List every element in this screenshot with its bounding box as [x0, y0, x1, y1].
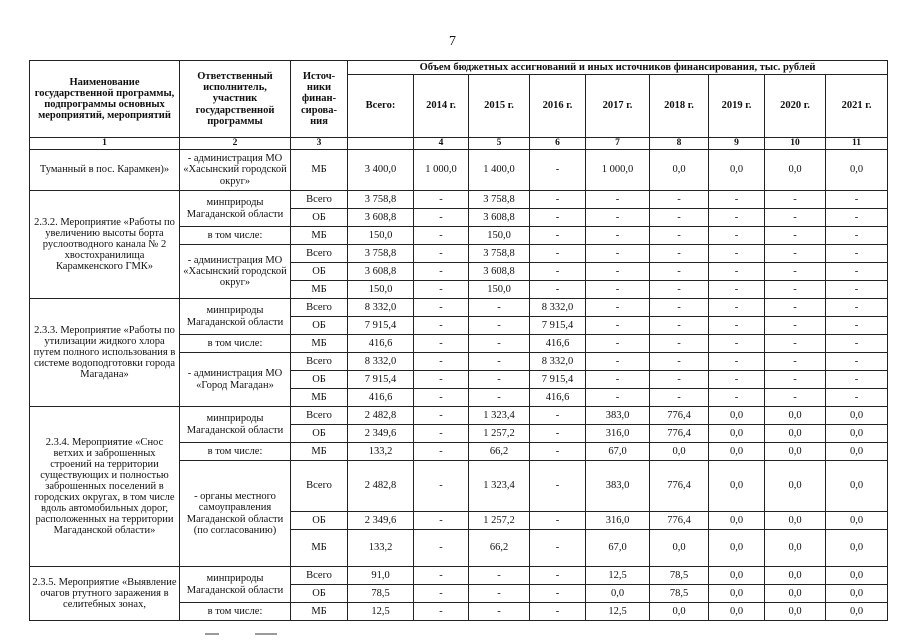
amount-cell: 2 349,6 — [348, 425, 414, 443]
funding-source: ОБ — [291, 512, 348, 530]
amount-cell: - — [650, 299, 709, 317]
amount-cell: - — [414, 335, 469, 353]
header-year: 2016 г. — [530, 75, 586, 138]
amount-cell: 0,0 — [709, 567, 765, 585]
amount-cell: - — [586, 353, 650, 371]
column-number: 10 — [765, 138, 826, 150]
amount-cell: - — [826, 263, 888, 281]
amount-cell: - — [650, 353, 709, 371]
amount-cell: 7 915,4 — [530, 371, 586, 389]
amount-cell: - — [586, 299, 650, 317]
amount-cell: - — [586, 227, 650, 245]
amount-cell: 3 758,8 — [348, 191, 414, 209]
amount-cell: 776,4 — [650, 407, 709, 425]
amount-cell: - — [826, 227, 888, 245]
amount-cell: - — [586, 191, 650, 209]
amount-cell: - — [765, 353, 826, 371]
amount-cell: - — [650, 371, 709, 389]
amount-cell: 0,0 — [765, 512, 826, 530]
amount-cell: 3 758,8 — [469, 245, 530, 263]
amount-cell: 7 915,4 — [530, 317, 586, 335]
amount-cell: 67,0 — [586, 530, 650, 567]
funding-source: ОБ — [291, 371, 348, 389]
amount-cell: 2 482,8 — [348, 461, 414, 512]
amount-cell: - — [765, 263, 826, 281]
amount-cell: 3 608,8 — [469, 209, 530, 227]
amount-cell: - — [469, 353, 530, 371]
amount-cell: - — [709, 281, 765, 299]
amount-cell: - — [414, 407, 469, 425]
amount-cell: 78,5 — [650, 585, 709, 603]
amount-cell: - — [709, 299, 765, 317]
amount-cell: 383,0 — [586, 461, 650, 512]
funding-source: ОБ — [291, 209, 348, 227]
amount-cell: 1 400,0 — [469, 150, 530, 191]
amount-cell: 776,4 — [650, 512, 709, 530]
amount-cell: 0,0 — [765, 567, 826, 585]
responsible-executor: - администрация МО «Хасынский городской округ» — [180, 150, 291, 191]
amount-cell: 0,0 — [826, 407, 888, 425]
amount-cell: 316,0 — [586, 512, 650, 530]
funding-source: Всего — [291, 353, 348, 371]
funding-source: Всего — [291, 461, 348, 512]
amount-cell: 0,0 — [765, 530, 826, 567]
amount-cell: - — [586, 209, 650, 227]
amount-cell: - — [709, 227, 765, 245]
funding-source: ОБ — [291, 317, 348, 335]
amount-cell: 0,0 — [826, 512, 888, 530]
amount-cell: - — [414, 585, 469, 603]
amount-cell: 7 915,4 — [348, 371, 414, 389]
funding-source: МБ — [291, 530, 348, 567]
column-number: 9 — [709, 138, 765, 150]
amount-cell: - — [469, 389, 530, 407]
header-year: 2019 г. — [709, 75, 765, 138]
amount-cell: - — [586, 281, 650, 299]
amount-cell: 133,2 — [348, 443, 414, 461]
amount-cell: - — [414, 389, 469, 407]
amount-cell: - — [414, 425, 469, 443]
funding-source: Всего — [291, 245, 348, 263]
amount-cell: 150,0 — [469, 281, 530, 299]
scan-mark — [255, 633, 277, 635]
amount-cell: 0,0 — [650, 443, 709, 461]
amount-cell: - — [826, 317, 888, 335]
amount-cell: - — [530, 281, 586, 299]
amount-cell: 0,0 — [586, 585, 650, 603]
amount-cell: - — [414, 461, 469, 512]
amount-cell: - — [709, 335, 765, 353]
amount-cell: - — [826, 353, 888, 371]
amount-cell: 0,0 — [650, 150, 709, 191]
amount-cell: 416,6 — [348, 389, 414, 407]
amount-cell: 1 257,2 — [469, 512, 530, 530]
amount-cell: 1 257,2 — [469, 425, 530, 443]
table-row — [30, 407, 888, 425]
amount-cell: - — [414, 603, 469, 621]
amount-cell: 0,0 — [709, 512, 765, 530]
amount-cell: 3 758,8 — [348, 245, 414, 263]
amount-cell: 1 000,0 — [586, 150, 650, 191]
table-row — [30, 567, 888, 585]
amount-cell: 0,0 — [765, 407, 826, 425]
amount-cell: - — [765, 227, 826, 245]
amount-cell: - — [826, 371, 888, 389]
amount-cell: 12,5 — [586, 567, 650, 585]
amount-cell: - — [826, 335, 888, 353]
header-year: 2018 г. — [650, 75, 709, 138]
funding-source: Всего — [291, 407, 348, 425]
header-year: Всего: — [348, 75, 414, 138]
amount-cell: - — [530, 443, 586, 461]
amount-cell: 416,6 — [530, 335, 586, 353]
amount-cell: 3 608,8 — [348, 209, 414, 227]
amount-cell: - — [414, 263, 469, 281]
amount-cell: 0,0 — [765, 425, 826, 443]
funding-source: ОБ — [291, 263, 348, 281]
column-number: 6 — [530, 138, 586, 150]
amount-cell: - — [414, 245, 469, 263]
amount-cell: - — [586, 389, 650, 407]
amount-cell: - — [414, 567, 469, 585]
amount-cell: - — [469, 567, 530, 585]
amount-cell: - — [530, 425, 586, 443]
amount-cell: 776,4 — [650, 425, 709, 443]
header-year: 2014 г. — [414, 75, 469, 138]
amount-cell: 0,0 — [709, 530, 765, 567]
amount-cell: - — [530, 603, 586, 621]
amount-cell: - — [650, 317, 709, 335]
header-group: Объем бюджетных ассигнований и иных источников финансирования, тыс. рублей — [348, 61, 888, 75]
amount-cell: - — [530, 512, 586, 530]
amount-cell: 2 482,8 — [348, 407, 414, 425]
amount-cell: 0,0 — [826, 150, 888, 191]
header-year: 2017 г. — [586, 75, 650, 138]
amount-cell: 0,0 — [826, 461, 888, 512]
amount-cell: - — [469, 335, 530, 353]
activity-name: Туманный в пос. Карамкен)» — [30, 150, 180, 191]
amount-cell: 0,0 — [765, 461, 826, 512]
header-responsible: Ответственный исполнитель, участник государственной программы — [180, 61, 291, 138]
amount-cell: - — [530, 227, 586, 245]
amount-cell: - — [765, 389, 826, 407]
responsible-executor: минприроды Магаданской области — [180, 299, 291, 335]
amount-cell: - — [530, 191, 586, 209]
responsible-executor: - администрация МО «Город Магадан» — [180, 353, 291, 407]
amount-cell: - — [765, 209, 826, 227]
amount-cell: 0,0 — [826, 567, 888, 585]
activity-name: 2.3.3. Мероприятие «Работы по утилизации жидкого хлора путем полного использования в системе водоподготовки города Магадана» — [30, 299, 180, 407]
responsible-executor: в том числе: — [180, 443, 291, 461]
amount-cell: - — [650, 191, 709, 209]
funding-source: ОБ — [291, 425, 348, 443]
amount-cell: - — [650, 245, 709, 263]
amount-cell: - — [414, 281, 469, 299]
responsible-executor: - администрация МО «Хасынский городской округ» — [180, 245, 291, 299]
header-year: 2015 г. — [469, 75, 530, 138]
amount-cell: 3 608,8 — [469, 263, 530, 281]
amount-cell: 0,0 — [765, 603, 826, 621]
amount-cell: - — [650, 263, 709, 281]
header-year: 2020 г. — [765, 75, 826, 138]
funding-source: Всего — [291, 191, 348, 209]
amount-cell: - — [414, 299, 469, 317]
amount-cell: 0,0 — [765, 585, 826, 603]
amount-cell: - — [414, 227, 469, 245]
responsible-executor: в том числе: — [180, 335, 291, 353]
responsible-executor: в том числе: — [180, 227, 291, 245]
amount-cell: 0,0 — [826, 603, 888, 621]
amount-cell: 0,0 — [765, 443, 826, 461]
responsible-executor: минприроды Магаданской области — [180, 567, 291, 603]
amount-cell: - — [826, 281, 888, 299]
amount-cell: - — [414, 191, 469, 209]
amount-cell: - — [469, 371, 530, 389]
amount-cell: 12,5 — [348, 603, 414, 621]
amount-cell: - — [530, 407, 586, 425]
amount-cell: - — [586, 245, 650, 263]
amount-cell: 2 349,6 — [348, 512, 414, 530]
responsible-executor: - органы местного самоуправления Магаданской области (по согласованию) — [180, 461, 291, 567]
amount-cell: - — [826, 209, 888, 227]
column-number: 2 — [180, 138, 291, 150]
column-number: 11 — [826, 138, 888, 150]
amount-cell: - — [530, 150, 586, 191]
table-row — [30, 299, 888, 317]
amount-cell: 776,4 — [650, 461, 709, 512]
amount-cell: - — [414, 443, 469, 461]
amount-cell: 91,0 — [348, 567, 414, 585]
amount-cell: - — [586, 317, 650, 335]
amount-cell: - — [530, 245, 586, 263]
amount-cell: - — [765, 299, 826, 317]
column-number: 4 — [414, 138, 469, 150]
amount-cell: - — [530, 209, 586, 227]
amount-cell: 8 332,0 — [530, 299, 586, 317]
header-year: 2021 г. — [826, 75, 888, 138]
amount-cell: - — [826, 191, 888, 209]
amount-cell: - — [765, 317, 826, 335]
amount-cell: - — [414, 530, 469, 567]
amount-cell: 150,0 — [348, 281, 414, 299]
funding-source: МБ — [291, 443, 348, 461]
header-source: Источ-ники финан-сирова-ния — [291, 61, 348, 138]
table-row — [30, 150, 888, 191]
amount-cell: 416,6 — [530, 389, 586, 407]
amount-cell: 0,0 — [709, 425, 765, 443]
amount-cell: 150,0 — [348, 227, 414, 245]
amount-cell: - — [414, 353, 469, 371]
amount-cell: - — [709, 317, 765, 335]
amount-cell: - — [586, 371, 650, 389]
amount-cell: 8 332,0 — [348, 353, 414, 371]
amount-cell: - — [826, 299, 888, 317]
amount-cell: - — [765, 191, 826, 209]
amount-cell: 0,0 — [709, 150, 765, 191]
responsible-executor: в том числе: — [180, 603, 291, 621]
amount-cell: 3 608,8 — [348, 263, 414, 281]
amount-cell: - — [469, 585, 530, 603]
amount-cell: 150,0 — [469, 227, 530, 245]
amount-cell: - — [709, 191, 765, 209]
amount-cell: - — [469, 317, 530, 335]
amount-cell: - — [414, 512, 469, 530]
page-number: 7 — [449, 34, 456, 49]
scan-mark — [205, 633, 219, 635]
amount-cell: 416,6 — [348, 335, 414, 353]
amount-cell: - — [709, 389, 765, 407]
amount-cell: - — [530, 567, 586, 585]
amount-cell: 1 323,4 — [469, 407, 530, 425]
amount-cell: 12,5 — [586, 603, 650, 621]
amount-cell: 0,0 — [650, 530, 709, 567]
amount-cell: - — [530, 461, 586, 512]
amount-cell: 0,0 — [826, 443, 888, 461]
amount-cell: 1 000,0 — [414, 150, 469, 191]
amount-cell: 66,2 — [469, 443, 530, 461]
table-row — [30, 191, 888, 209]
amount-cell: - — [414, 371, 469, 389]
amount-cell: - — [709, 263, 765, 281]
funding-source: МБ — [291, 227, 348, 245]
amount-cell: - — [765, 371, 826, 389]
amount-cell: 0,0 — [709, 585, 765, 603]
header-name: Наименование государственной программы, подпрограммы основных мероприятий, мероприятий — [30, 61, 180, 138]
amount-cell: 0,0 — [709, 603, 765, 621]
amount-cell: - — [650, 389, 709, 407]
amount-cell: - — [530, 263, 586, 281]
amount-cell: - — [709, 209, 765, 227]
responsible-executor: минприроды Магаданской области — [180, 191, 291, 227]
amount-cell: - — [469, 603, 530, 621]
amount-cell: 0,0 — [765, 150, 826, 191]
column-number: 8 — [650, 138, 709, 150]
amount-cell: - — [709, 353, 765, 371]
amount-cell: - — [586, 335, 650, 353]
column-number: 5 — [469, 138, 530, 150]
column-number: 3 — [291, 138, 348, 150]
funding-source: МБ — [291, 281, 348, 299]
amount-cell: - — [826, 389, 888, 407]
amount-cell: 133,2 — [348, 530, 414, 567]
amount-cell: 78,5 — [650, 567, 709, 585]
amount-cell: 1 323,4 — [469, 461, 530, 512]
amount-cell: - — [709, 371, 765, 389]
budget-table — [29, 60, 888, 621]
amount-cell: 316,0 — [586, 425, 650, 443]
amount-cell: 66,2 — [469, 530, 530, 567]
amount-cell: - — [650, 227, 709, 245]
funding-source: ОБ — [291, 585, 348, 603]
amount-cell: 0,0 — [826, 585, 888, 603]
funding-source: МБ — [291, 150, 348, 191]
amount-cell: 3 758,8 — [469, 191, 530, 209]
amount-cell: - — [826, 245, 888, 263]
amount-cell: 78,5 — [348, 585, 414, 603]
amount-cell: - — [650, 335, 709, 353]
amount-cell: 0,0 — [650, 603, 709, 621]
amount-cell: - — [650, 281, 709, 299]
amount-cell: - — [765, 335, 826, 353]
amount-cell: 7 915,4 — [348, 317, 414, 335]
responsible-executor: минприроды Магаданской области — [180, 407, 291, 443]
amount-cell: - — [650, 209, 709, 227]
amount-cell: - — [414, 317, 469, 335]
funding-source: Всего — [291, 567, 348, 585]
funding-source: МБ — [291, 389, 348, 407]
amount-cell: 3 400,0 — [348, 150, 414, 191]
amount-cell: 8 332,0 — [348, 299, 414, 317]
amount-cell: 0,0 — [709, 443, 765, 461]
funding-source: Всего — [291, 299, 348, 317]
amount-cell: - — [414, 209, 469, 227]
amount-cell: - — [765, 245, 826, 263]
amount-cell: 0,0 — [826, 530, 888, 567]
amount-cell: - — [469, 299, 530, 317]
amount-cell: - — [586, 263, 650, 281]
funding-source: МБ — [291, 335, 348, 353]
column-number: 1 — [30, 138, 180, 150]
amount-cell: 0,0 — [826, 425, 888, 443]
amount-cell: 8 332,0 — [530, 353, 586, 371]
amount-cell: - — [530, 585, 586, 603]
amount-cell: 383,0 — [586, 407, 650, 425]
amount-cell: - — [530, 530, 586, 567]
activity-name: 2.3.2. Мероприятие «Работы по увеличению высоты борта руслоотводного канала № 2 хвостохранилища Карамкенского ГМК» — [30, 191, 180, 299]
amount-cell: 0,0 — [709, 407, 765, 425]
activity-name: 2.3.4. Мероприятие «Снос ветхих и заброшенных строений на территории существующих и полностью заброшенных поселений в городских округах, в том числе вдоль автомобильных дорог, расположенных на территории Магаданской области» — [30, 407, 180, 567]
amount-cell: - — [765, 281, 826, 299]
amount-cell: - — [709, 245, 765, 263]
column-number: 7 — [586, 138, 650, 150]
column-number-blank — [348, 138, 414, 150]
amount-cell: 67,0 — [586, 443, 650, 461]
funding-source: МБ — [291, 603, 348, 621]
activity-name: 2.3.5. Мероприятие «Выявление очагов ртутного заражения в селитебных зонах, — [30, 567, 180, 621]
amount-cell: 0,0 — [709, 461, 765, 512]
